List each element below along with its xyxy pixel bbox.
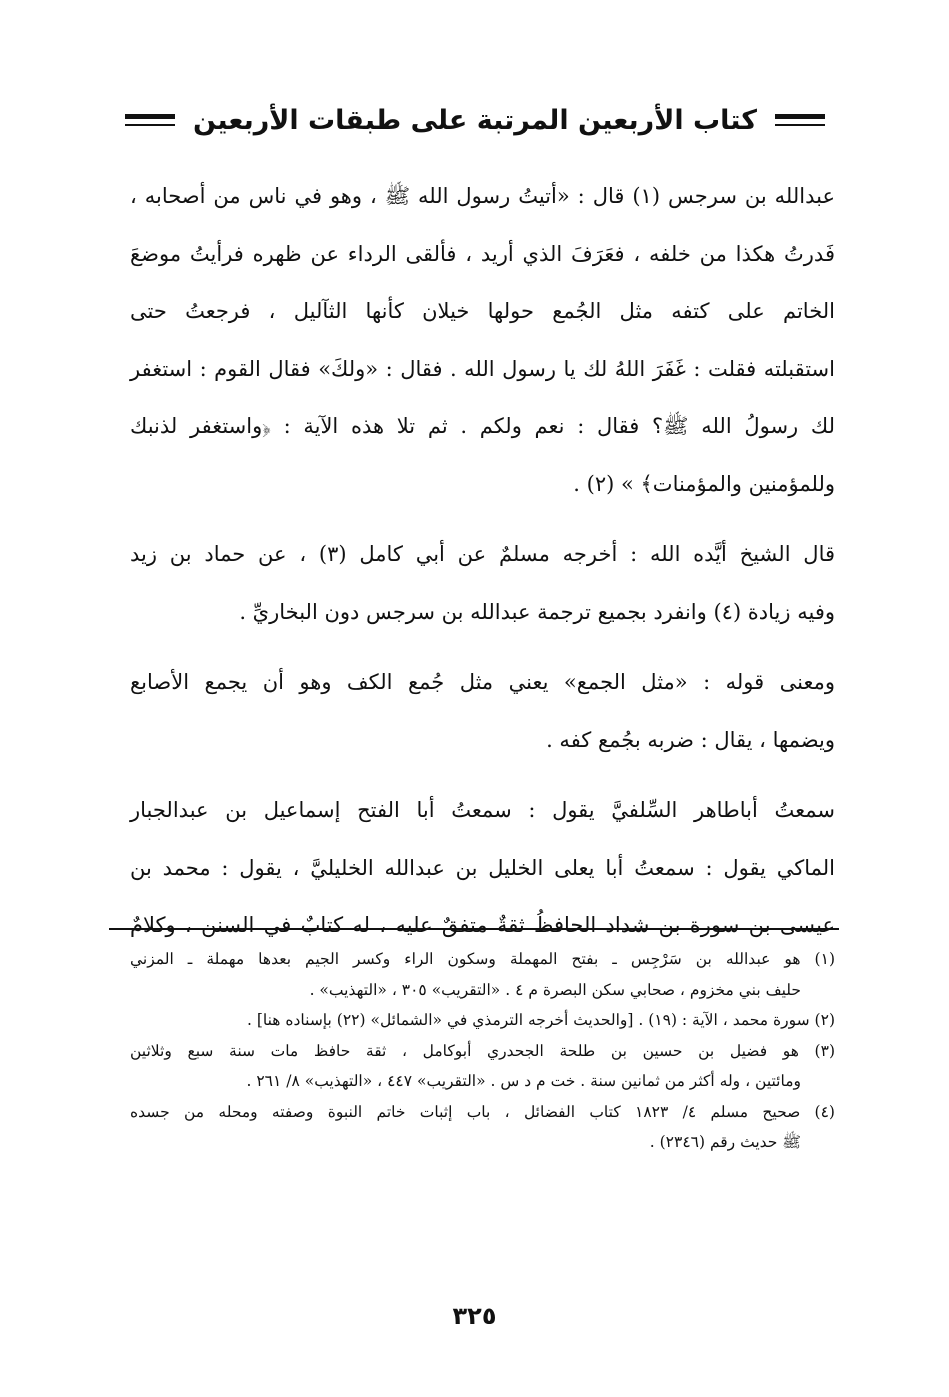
header-rule-right (775, 114, 825, 126)
footnote-line: ﷺ حديث رقم (٢٣٤٦) . (649, 1133, 801, 1151)
text-line: ومعنى قوله : «مثل الجمع» يعني مثل جُمع الكف وهو أن يجمع الأصابع (130, 670, 835, 694)
text-line: وللمؤمنين والمؤمنات﴾ » (٢) . (573, 471, 835, 496)
page-number: ٣٢٥ (452, 1302, 497, 1330)
text-line: سمعتُ أباطاهر السِّلفيَّ يقول : سمعتُ أبا الفتح إسماعيل بن عبدالجبار (130, 798, 835, 822)
main-text (130, 168, 835, 955)
footnote-line: (٤) صحيح مسلم ٤/ ١٨٢٣ كتاب الفضائل ، باب إثبات خاتم النبوة وصفته ومحله من جسده (130, 1102, 835, 1121)
text-line: الماكي يقول : سمعتُ أبا يعلى الخليل بن عبدالله الخليليَّ ، يقول : محمد بن (130, 855, 835, 880)
text-line: الخاتم على كتفه مثل الجُمع حولها خيلان كأنها الثآليل ، فرجعتُ حتى (130, 299, 835, 323)
running-header (125, 95, 825, 145)
book-title: كتاب الأربعين المرتبة على طبقات الأربعين (193, 104, 757, 136)
text-line: استقبلته فقلت : غَفَرَ اللهُ لك يا رسول الله . فقال : «ولكَ» فقال القوم : استغفر (130, 356, 835, 381)
text-line: ويضمها ، يقال : ضربه بجُمع كفه . (546, 727, 835, 752)
text-line: فَدرتُ هكذا من خلفه ، فعَرَفَ الذي أريد ، فألقى الرداء عن ظهره فرأيتُ موضعَ (130, 241, 835, 266)
footnotes (130, 944, 835, 1158)
footnote-line: حليف بني مخزوم ، صحابي سكن البصرة م ٤ . «التقريب» ٣٠٥ ، «التهذيب» . (309, 980, 801, 999)
text-line: وفيه زيادة (٤) وانفرد بجميع ترجمة عبدالله بن سرجس دون البخاريِّ . (239, 599, 835, 624)
text-line: عيسى بن سورة بن شداد الحافظُ ثقةٌ متفقٌ عليه ، له كتابٌ في السنن ، وكلامٌ (130, 913, 835, 937)
footnote-line: ومائتين ، وله أكثر من ثمانين سنة . خت م د س . «التقريب» ٤٤٧ ، «التهذيب» ٨/ ٢٦١ . (246, 1072, 801, 1090)
footnote-line: (١) هو عبدالله بن سَرْجِس ـ بفتح المهملة وسكون الراء وكسر الجيم بعدها مهملة ـ المزني (130, 950, 835, 968)
text-line: عبدالله بن سرجس (١) قال : «أتيتُ رسول الله ﷺ ، وهو في ناس من أصحابه ، (130, 184, 835, 208)
text-line: لك رسولُ الله ﷺ؟ فقال : نعم ولكم . ثم تلا هذه الآية : ﴿واستغفر لذنبك (130, 414, 835, 438)
footnote-line: (٢) سورة محمد ، الآية : (١٩) . [والحديث أخرجه الترمذي في «الشمائل» (٢٢) بإسناده هنا] . (247, 1011, 835, 1029)
footnote-separator (109, 928, 839, 930)
footnote-line: (٣) هو فضيل بن حسين بن طلحة الجحدري أبوكامل ، ثقة حافظ مات سنة سبع وثلاثين (130, 1041, 835, 1060)
text-line: قال الشيخ أيَّده الله : أخرجه مسلمٌ عن أبي كامل (٣) ، عن حماد بن زيد (130, 542, 836, 566)
header-rule-left (125, 114, 175, 126)
